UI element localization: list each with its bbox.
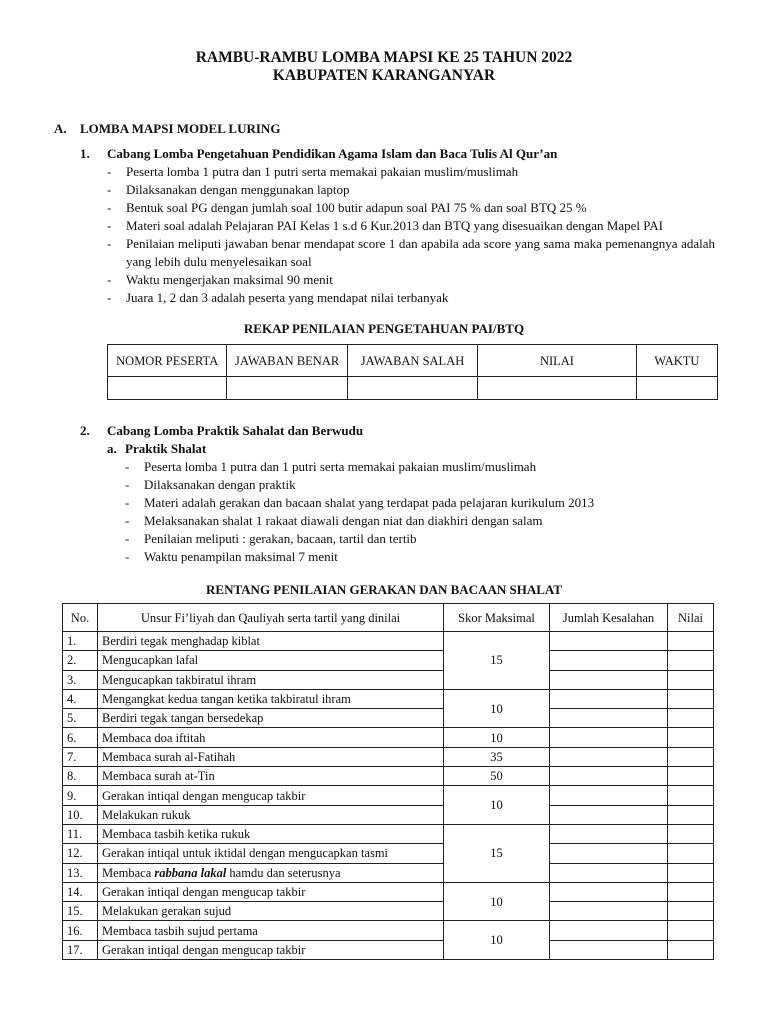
unsur-text-post: hamdu dan seterusnya	[226, 865, 341, 880]
header-nilai: NILAI	[478, 345, 637, 377]
nilai-cell[interactable]	[668, 689, 714, 708]
skor-cell: 15	[444, 632, 550, 690]
table-header-row	[63, 604, 714, 632]
kesalahan-cell[interactable]	[550, 767, 668, 786]
table-row	[63, 767, 714, 786]
list-item: - Peserta lomba 1 putra dan 1 putri serta memakai pakaian muslim/muslimah	[107, 163, 715, 181]
rentang-table	[62, 603, 714, 960]
row-no: 10.	[63, 805, 98, 824]
input-cell[interactable]	[478, 377, 637, 400]
nilai-cell[interactable]	[668, 767, 714, 786]
header-waktu: WAKTU	[636, 345, 717, 377]
table-row	[63, 882, 714, 901]
document-title-line2: KABUPATEN KARANGANYAR	[272, 67, 496, 84]
nilai-cell[interactable]	[668, 902, 714, 921]
nilai-cell[interactable]	[668, 670, 714, 689]
document-title-line1: RAMBU-RAMBU LOMBA MAPSI KE 25 TAHUN 2022	[195, 49, 573, 66]
row-no: 9.	[63, 786, 98, 805]
list-item: - Penilaian meliputi jawaban benar mendapat score 1 dan apabila ada score yang sama maka pemenangnya adalah yang lebih dulu menyelesaikan soal	[107, 235, 715, 271]
input-cell[interactable]	[636, 377, 717, 400]
row-unsur: Mengucapkan lafal	[98, 651, 444, 670]
row-unsur: Melakukan gerakan sujud	[98, 902, 444, 921]
kesalahan-cell[interactable]	[550, 747, 668, 766]
header-skor-maksimal: Skor Maksimal	[444, 604, 550, 632]
item1-title: Cabang Lomba Pengetahuan Pendidikan Agama Islam dan Baca Tulis Al Qur’an	[107, 146, 558, 161]
skor-cell: 10	[444, 689, 550, 728]
table-row	[63, 805, 714, 824]
kesalahan-cell[interactable]	[550, 709, 668, 728]
table-row	[63, 844, 714, 863]
skor-cell: 10	[444, 728, 550, 747]
kesalahan-cell[interactable]	[550, 651, 668, 670]
skor-cell: 10	[444, 921, 550, 960]
row-unsur: Berdiri tegak tangan bersedekap	[98, 709, 444, 728]
list-item: - Penilaian meliputi : gerakan, bacaan, tartil dan tertib	[125, 530, 715, 548]
row-no: 2.	[63, 651, 98, 670]
table-row	[63, 709, 714, 728]
kesalahan-cell[interactable]	[550, 786, 668, 805]
row-unsur	[98, 863, 444, 882]
row-unsur: Mengangkat kedua tangan ketika takbiratul ihram	[98, 689, 444, 708]
row-unsur: Berdiri tegak menghadap kiblat	[98, 632, 444, 651]
list-item: - Waktu penampilan maksimal 7 menit	[125, 548, 715, 566]
row-unsur: Mengucapkan takbiratul ihram	[98, 670, 444, 689]
input-cell[interactable]	[347, 377, 477, 400]
nilai-cell[interactable]	[668, 863, 714, 882]
rekap-table	[107, 344, 718, 400]
row-unsur: Membaca doa iftitah	[98, 728, 444, 747]
skor-cell: 50	[444, 767, 550, 786]
list-item: - Dilaksanakan dengan praktik	[125, 476, 715, 494]
row-no: 7.	[63, 747, 98, 766]
table-row	[63, 824, 714, 843]
header-unsur: Unsur Fi’liyah dan Qauliyah serta tartil yang dinilai	[98, 604, 444, 632]
nilai-cell[interactable]	[668, 921, 714, 940]
row-no: 17.	[63, 940, 98, 959]
row-no: 5.	[63, 709, 98, 728]
item2-number: 2.	[80, 423, 90, 438]
table-row	[63, 940, 714, 959]
row-unsur: Gerakan intiqal dengan mengucap takbir	[98, 940, 444, 959]
row-unsur: Membaca surah at-Tin	[98, 767, 444, 786]
kesalahan-cell[interactable]	[550, 844, 668, 863]
header-nomor-peserta: NOMOR PESERTA	[108, 345, 227, 377]
list-item: - Materi soal adalah Pelajaran PAI Kelas 1 s.d 6 Kur.2013 dan BTQ yang disesuaikan dengan Mapel PAI	[107, 217, 715, 235]
table-row	[63, 670, 714, 689]
row-unsur: Melakukan rukuk	[98, 805, 444, 824]
nilai-cell[interactable]	[668, 632, 714, 651]
kesalahan-cell[interactable]	[550, 689, 668, 708]
table-row	[63, 632, 714, 651]
table-row	[63, 902, 714, 921]
row-no: 16.	[63, 921, 98, 940]
row-no: 14.	[63, 882, 98, 901]
row-no: 4.	[63, 689, 98, 708]
row-no: 13.	[63, 863, 98, 882]
kesalahan-cell[interactable]	[550, 824, 668, 843]
unsur-text-pre: Membaca	[102, 865, 155, 880]
nilai-cell[interactable]	[668, 709, 714, 728]
nilai-cell[interactable]	[668, 940, 714, 959]
nilai-cell[interactable]	[668, 651, 714, 670]
row-no: 11.	[63, 824, 98, 843]
nilai-cell[interactable]	[668, 844, 714, 863]
row-unsur: Gerakan intiqal untuk iktidal dengan mengucapkan tasmi	[98, 844, 444, 863]
section-a-title: LOMBA MAPSI MODEL LURING	[80, 121, 281, 136]
row-unsur: Membaca surah al-Fatihah	[98, 747, 444, 766]
kesalahan-cell[interactable]	[550, 940, 668, 959]
nilai-cell[interactable]	[668, 747, 714, 766]
kesalahan-cell[interactable]	[550, 632, 668, 651]
skor-cell: 35	[444, 747, 550, 766]
row-unsur: Gerakan intiqal dengan mengucap takbir	[98, 882, 444, 901]
table-row	[108, 345, 718, 377]
input-cell[interactable]	[108, 377, 227, 400]
nilai-cell[interactable]	[668, 786, 714, 805]
nilai-cell[interactable]	[668, 882, 714, 901]
table-row	[63, 863, 714, 882]
list-item: - Juara 1, 2 dan 3 adalah peserta yang mendapat nilai terbanyak	[107, 289, 715, 307]
row-unsur: Membaca tasbih ketika rukuk	[98, 824, 444, 843]
table-row	[108, 377, 718, 400]
row-unsur: Membaca tasbih sujud pertama	[98, 921, 444, 940]
item2-bullet-list	[125, 458, 715, 566]
skor-cell: 15	[444, 824, 550, 882]
list-item: - Peserta lomba 1 putra dan 1 putri serta memakai pakaian muslim/muslimah	[125, 458, 715, 476]
item1-number: 1.	[80, 146, 90, 161]
table-row	[63, 786, 714, 805]
kesalahan-cell[interactable]	[550, 882, 668, 901]
section-a-letter: A.	[54, 121, 67, 136]
item2-title: Cabang Lomba Praktik Sahalat dan Berwudu	[107, 423, 364, 438]
header-nilai: Nilai	[668, 604, 714, 632]
kesalahan-cell[interactable]	[550, 863, 668, 882]
row-unsur: Gerakan intiqal dengan mengucap takbir	[98, 786, 444, 805]
table-row	[63, 747, 714, 766]
row-no: 8.	[63, 767, 98, 786]
kesalahan-cell[interactable]	[550, 670, 668, 689]
row-no: 6.	[63, 728, 98, 747]
header-jumlah-kesalahan: Jumlah Kesalahan	[550, 604, 668, 632]
list-item: - Waktu mengerjakan maksimal 90 menit	[107, 271, 715, 289]
table-row	[63, 651, 714, 670]
kesalahan-cell[interactable]	[550, 902, 668, 921]
header-jawaban-salah: JAWABAN SALAH	[347, 345, 477, 377]
unsur-text-emphasis: rabbana lakal	[154, 865, 227, 880]
list-item: - Bentuk soal PG dengan jumlah soal 100 butir adapun soal PAI 75 % dan soal BTQ 25 %	[107, 199, 715, 217]
nilai-cell[interactable]	[668, 805, 714, 824]
nilai-cell[interactable]	[668, 728, 714, 747]
table-row	[63, 921, 714, 940]
row-no: 12.	[63, 844, 98, 863]
rentang-table-title: RENTANG PENILAIAN GERAKAN DAN BACAAN SHALAT	[206, 582, 562, 597]
list-item: - Dilaksanakan dengan menggunakan laptop	[107, 181, 715, 199]
kesalahan-cell[interactable]	[550, 728, 668, 747]
item1-bullet-list	[107, 163, 715, 307]
rekap-table-title: REKAP PENILAIAN PENGETAHUAN PAI/BTQ	[243, 321, 525, 336]
table-row	[63, 728, 714, 747]
list-item: - Materi adalah gerakan dan bacaan shalat yang terdapat pada pelajaran kurikulum 2013	[125, 494, 715, 512]
row-no: 3.	[63, 670, 98, 689]
row-no: 1.	[63, 632, 98, 651]
table-row	[63, 689, 714, 708]
skor-cell: 10	[444, 882, 550, 921]
list-item: - Melaksanakan shalat 1 rakaat diawali dengan niat dan diakhiri dengan salam	[125, 512, 715, 530]
row-no: 15.	[63, 902, 98, 921]
header-no: No.	[63, 604, 98, 632]
skor-cell: 10	[444, 786, 550, 825]
item2-sub-title: Praktik Shalat	[125, 441, 207, 456]
input-cell[interactable]	[227, 377, 347, 400]
header-jawaban-benar: JAWABAN BENAR	[227, 345, 347, 377]
kesalahan-cell[interactable]	[550, 921, 668, 940]
nilai-cell[interactable]	[668, 824, 714, 843]
item2-sub-letter: a.	[107, 441, 117, 456]
kesalahan-cell[interactable]	[550, 805, 668, 824]
